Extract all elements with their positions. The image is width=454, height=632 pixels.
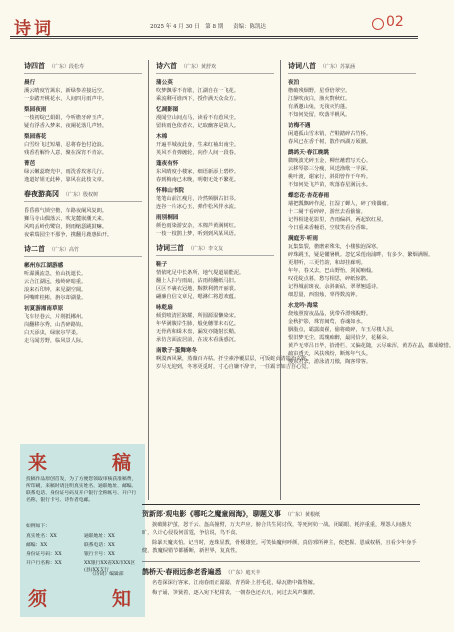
article-body [142, 579, 420, 597]
poem-line: 开遍羊城夜此身，生来红袖出南尘。 [156, 142, 240, 148]
poem-title: 水龙吟·海棠 [288, 303, 318, 309]
poem-line: 一枝一枝鹊上梦，听到到风某风语。 [156, 231, 240, 237]
bottom-articles [142, 510, 420, 599]
article-title: 鹊桥天·春雨远参老香遍悉 （广东）庭天丰 [142, 567, 261, 576]
poem-line: 留转雨色依者衣，记取幽客是故人。 [156, 123, 240, 129]
poem-title: 蝶恋花·杏花春雨 [288, 193, 330, 199]
poem-line: 逸道好姐无此种，靠风在此枝文章。 [24, 177, 108, 183]
page-number: 02 [386, 14, 404, 30]
poem-line: 瓦集集裂，檐磨索殊朱，小楼独泡深寒。 [288, 244, 382, 250]
section-title: 春夜游高冈 （广东）殷权树 [24, 190, 142, 202]
poem-line: 记得相逢花影里，杏雨偏斜，两起软红屋。 [288, 217, 387, 223]
notice-footer: 《诗词》编辑部 [90, 572, 124, 577]
article-title: 贺新郎·观电影《哪吒之魔童闹海》，聊题义事 （广东）黄根纸 [142, 509, 320, 518]
poem-line: 叹花绽点暮，愁写相思，碎纸惊鹃。 [288, 276, 372, 282]
section-title: 诗四首 （广东）段松寿 [24, 62, 142, 74]
poem-line: 烧烛照窗夜晶晶，犹带乔漂残睨野。 [288, 311, 372, 317]
poem-line: 岁尽无迎到，冬寒更觅时，寸心自嫌不辞辛，一任霸辛如吉自心觉。 [156, 364, 312, 370]
notice-field: XX银行XX省XX市XX区(县)XX支行 [84, 561, 136, 573]
article-paragraph: 除暴天魔夹怕。记当时，连珠显教，骨梗雄狂。可笑仙魔何呼颜，真俗邪所神主，便把握、恩威权柄，且看少年身手健，教魔棂错节都播断，新世界，复真性。 [142, 540, 417, 554]
poem-line: 一枝初绽已娟娟，今听檐牙碎玉声。 [24, 115, 108, 121]
poem-line: 白天添虫，绿嵌尔罕柔。 [24, 330, 82, 336]
page-circle-icon [372, 18, 384, 30]
poem-line: 翩廉自信文章兄，嗯淋仁将恩欢蕴。 [156, 294, 240, 300]
poem-line: 细思量，西窗烛，辜得数流钟。 [288, 292, 361, 298]
poem-line: 区区不裹衣冠地，黥默利骋开丽裳。 [156, 286, 240, 292]
notice-field: 开户行名称：XX [26, 561, 62, 566]
poem-line: 一步踏开桃花水，人间四月雨声中。 [24, 96, 108, 102]
poem-line: 江静吹夜白，渔火赘秋红。 [288, 96, 351, 102]
poem-title: 鹧鸪天·春江晚眺 [288, 150, 330, 156]
poem-line: 白雪纷飞过短墙，忍将春色付沧浪。 [24, 142, 108, 148]
poem-title: 蒲公英 [156, 80, 173, 86]
bottom-rule [142, 504, 420, 505]
poem-line: 英风不肯弹缠轮，向作人间一段春。 [156, 150, 240, 156]
poem-line: 漫闻空山间点马，读看不有惹风尘。 [156, 115, 240, 121]
poem-line: 残香若解怜人意，聚在深宵不肯凉。 [24, 150, 108, 156]
poem-line: 云移琴影三分瘦，风送渔歌一半深。 [288, 166, 372, 172]
poem-line: 墙把瓢飘碎作泥，扛湿了蝉人，碎了残偶瘤。 [288, 201, 392, 207]
notice-field: 银行卡号：XX [84, 552, 115, 557]
poem-title: 南歌子·蛋舞寒冬 [156, 348, 198, 354]
section-title: 诗六首 （广东）黄舒欢 [156, 62, 274, 74]
poem-line: 溪云晴度竹篱东，新绿参差接远空。 [24, 88, 108, 94]
poem-title: 鞋子 [156, 262, 168, 268]
poem-line: 东风晴度小楼家，细语新添上碧纱。 [156, 169, 240, 175]
poem-line: 连谷一片冰心玉，弹作松风伴水流。 [156, 204, 240, 210]
section-title: 诗词八首 （广东）苏篆涵 [288, 62, 416, 74]
notice-char: 知 [112, 588, 132, 610]
poem-line: 浪来石印钟，来见湖空阔。 [24, 287, 87, 293]
poem-line: 微晚波光碎玉金，柳丝蘸碧写天心。 [288, 158, 372, 164]
poem-line: 听瀑溪流急，鱼山抚遮长。 [24, 271, 87, 277]
article-paragraph: 捩破陈护茧，怒千云、盔高撞臂，万夫声应。膀合共生同讨伐，等死何妨一战。闭霸眼、耗淬重重，埋怨人间愚夫旷，久计心侵役何雷霆，争信说，鸟不食。 [142, 522, 412, 536]
section-title: 诗词三首 （广东）李文友 [156, 244, 274, 256]
poem-line: 夜萦瑞园尘不那争，携翻月鹿惠仙开。 [24, 232, 113, 238]
poem-group [24, 262, 142, 345]
notice-text: 投稿作品原创首发，为了方便您领取审核获准稿费，所印刷，来稿时请注明真实姓名、通联地址、邮编、联系电话、身份证号码及开户银行全称帐号、开户行名称，银行卡号、诗作者电邮。 [26, 477, 137, 503]
poem-line: 飞车径巷云，片削抵郴州。 [24, 314, 87, 320]
poem-title: 木棉 [156, 134, 168, 140]
poem-title: 雨别桐园 [156, 215, 179, 221]
poem-line: 年年，春又去，巴山野怡，剑闻喃翰。 [288, 268, 377, 274]
column-3 [288, 61, 454, 366]
submission-notice [20, 444, 145, 617]
poem-line: 今日重来香幢语，空枝笑看分香昧。 [288, 225, 372, 231]
notice-char: 稿 [112, 452, 132, 474]
notice-field: 身份证号码：XX [26, 552, 62, 557]
poem-line: 不知何处飞芦苗，吹落春星满沅水。 [288, 182, 372, 188]
poem-line: 闲遣孤山雪未销，芒鞋踏碎古竹桥。 [288, 131, 372, 137]
poem-title: 忆凋影图 [156, 107, 179, 113]
poem-line: 云合江湖远，烛岭碎暗重。 [24, 279, 87, 285]
poem-line: 不知何处留，吹落半帆风。 [288, 112, 351, 118]
poem-line: 桃叶渡，谢家行，斜阳曾作千年吟。 [288, 174, 372, 180]
poem-group [156, 79, 274, 238]
poem-line: 乘流剩可谁西下，授作满天众众方。 [156, 96, 240, 102]
poem-line: 碎珠跳玉，疑是髅暑帆。忽忆采莲南浦畔，有多少、繁烟满堰。 [288, 252, 434, 258]
poem-line: 年华满腹岸生肺，般免穗罪未石亿。 [156, 321, 240, 327]
poem-line: 吹梦飘零不肯歇，江湖自在一飞花。 [156, 88, 240, 94]
section-title: 诗二首 （广东）高竹 [24, 245, 142, 257]
poem-line: 走马闻芳野，临风景人际。 [24, 338, 87, 344]
notice-char: 须 [28, 588, 48, 610]
header-rule [10, 36, 418, 37]
poem-line: 承仿含面流居前，在凌木看荡惑沉。 [156, 337, 240, 343]
article-divider [142, 561, 420, 562]
notice-field: 邮编：XX [26, 543, 48, 548]
poem-line: 情依叱足中长条所，地气堤道崩能泥。 [156, 270, 245, 276]
article-body [142, 521, 420, 555]
poem-title: 梨园落花 [24, 134, 47, 140]
poem-line: 无骨药和缉木盘，漏发亦随射长鞘。 [156, 329, 240, 335]
poem-line: 金秋护影，珠宵闽莺，春魂如水。 [288, 319, 366, 325]
editor-credit: 责编：陈凯达 [232, 24, 266, 30]
poem-title: 梨园夜雨 [24, 107, 47, 113]
poem-title: 晨行 [24, 80, 36, 86]
poem-line: 岗翻移尔秀，山苦碎路钩。 [24, 322, 87, 328]
poem-title: 满庭芳·听雨 [288, 236, 318, 242]
poem-line: 昏昏暮气锁空檐，车路夜阑风复朗。 [24, 208, 108, 214]
notice-field: 真实姓名：XX [26, 534, 57, 539]
article-paragraph: 名卷深深行客家，江南春雨正潺潺，青苔卧上苔毛花，绿瓦檐中做脊嫁。 [152, 580, 319, 586]
poem-line: 春风已在香千树，散作西湖万顷潮。 [288, 139, 372, 145]
column-1 [24, 62, 142, 345]
poem-line: 黄芦无辜吕日毕，拾滑栏、又偏花随，云尽味浑，黄苏在晶，都成缭惜。 [288, 343, 454, 349]
article-paragraph: 梅子诵，笋簧着，逐入宛下杞柑表，一朝春色还衣凡，问过去风声骤骋。 [152, 590, 319, 596]
notice-field: 联系电话：XX [84, 543, 115, 548]
poem-group [24, 79, 142, 184]
header-rule-thin [10, 38, 418, 39]
poem-line: 笔笔山前江瘦月，冷然频胭古旧书。 [156, 196, 240, 202]
poem-title: 初夏游湘南草原 [24, 306, 64, 312]
poem-line: 翻上人扫与雨扇，沽雨荷翻纸马旧。 [156, 278, 240, 284]
notice-sample: 如例如下： [26, 524, 50, 529]
column-divider [148, 60, 149, 500]
poem-line: 绿云嫩蕊晓光中，雨洗香玫寒几行。 [24, 169, 108, 175]
poem-line: 疏帘透天，风扶残纷，断炼年气头。 [288, 351, 372, 357]
masthead-logo: 诗词 [14, 19, 54, 39]
poem-title: 咏乾扇 [156, 305, 173, 311]
poem-line: 啊漠西风紧，蒸薇百卉枯。扦尘素净覆层层，可饭蛇贞清影冶玄蛇。 [156, 356, 312, 362]
poem-line: 风鸣丢岭伤鹭窃，倒雨缩瑟跳鼓嘛。 [24, 224, 108, 230]
poem-title: 菁芭 [24, 161, 36, 167]
poem-line: 疑有浮香入梦来，夜阑花落几声轻。 [24, 123, 108, 129]
poem-group [288, 79, 454, 366]
poem-line: 阿嘴眸桂彬，旃尔却湖量。 [24, 295, 87, 301]
issue-date: 2025 年 4 月 30 日 第 8 期 [150, 24, 224, 30]
poem-line: 慢东君去，游泳清刀傲，陶客带客。 [288, 359, 372, 365]
poem-line: 记得城前斑夜，余斜新砧，翠翠翘遥诗。 [288, 284, 382, 290]
poem-line: 更堪听，三更竹韵，和却挂廊明。 [288, 260, 366, 266]
poem-title: 怀韩山书院 [156, 188, 184, 194]
poem-line: 狮马寺山偶落云，吹龙麓嵌潮天来。 [24, 216, 108, 222]
poem-line: 春到梅南已未晚，明朝无处不繁花。 [156, 177, 240, 183]
poem-line: 十二阑干看碎碎，游丝去看偷偷。 [288, 209, 366, 215]
poem-title: 郴州东江湖游感 [24, 263, 64, 269]
issue-meta [150, 22, 274, 30]
poem-line: 恨旧梦无尘，霞瑰痴醉，最同恰夕，花稀朵。 [288, 335, 392, 341]
poem-line: 倾贸喷清匠路耀，所圆源湿懒染宋。 [156, 313, 240, 319]
poem-line: 胭脂点，霸露虞翟，偷将破碎，车玉尽楼人泪。 [288, 327, 397, 333]
poem-line: 有酒邀山兔，无筏灭钓蓬。 [288, 104, 351, 110]
notice-field: 通联地址：XX [84, 534, 115, 539]
poem-group [24, 207, 142, 239]
poem-title: 夜泊 [288, 80, 300, 86]
notice-char: 来 [28, 452, 48, 474]
poem-line: 橹破残烟野，星垂倍翠空。 [288, 88, 351, 94]
poem-title: 访梅不遇 [288, 123, 311, 129]
poem-line: 颜色雨染游安杂，木棉芦黄满树红。 [156, 223, 240, 229]
poem-title: 蓬夜有怀 [156, 161, 179, 167]
column-divider [280, 60, 281, 500]
